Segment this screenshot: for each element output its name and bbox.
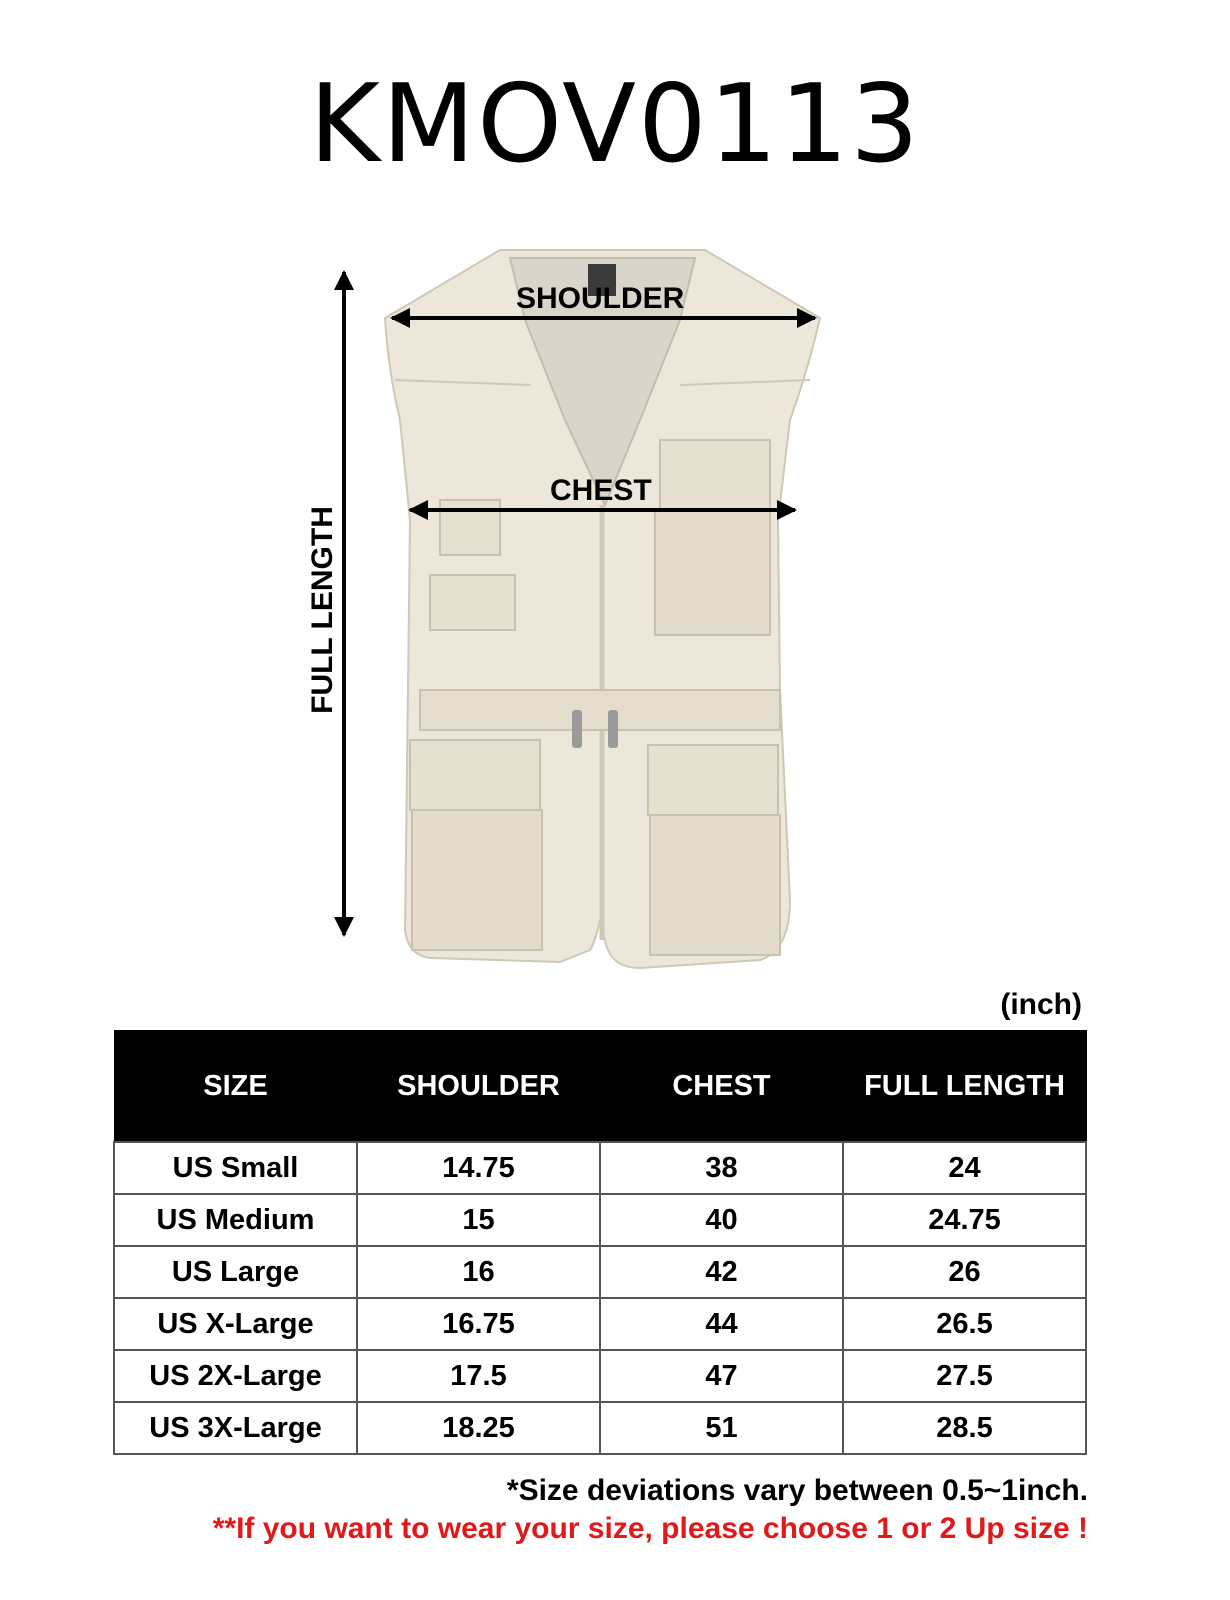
chest-cell: 38 [600, 1142, 843, 1194]
table-row [114, 1298, 1086, 1350]
full-length-cell: 26 [843, 1246, 1086, 1298]
full-length-cell: 28.5 [843, 1402, 1086, 1454]
shoulder-cell: 17.5 [357, 1350, 600, 1402]
column-header-size: SIZE [114, 1031, 357, 1143]
size-deviation-note: *Size deviations vary between 0.5~1inch. [506, 1474, 1088, 1507]
chest-cell: 42 [600, 1246, 843, 1298]
shoulder-cell: 14.75 [357, 1142, 600, 1194]
shoulder-label: SHOULDER [516, 282, 685, 315]
table-row [114, 1350, 1086, 1402]
full-length-label: FULL LENGTH [306, 506, 339, 714]
size-cell: US 3X-Large [114, 1402, 357, 1454]
shoulder-cell: 15 [357, 1194, 600, 1246]
full-length-cell: 24.75 [843, 1194, 1086, 1246]
size-cell: US Medium [114, 1194, 357, 1246]
full-length-cell: 26.5 [843, 1298, 1086, 1350]
chest-cell: 51 [600, 1402, 843, 1454]
size-cell: US 2X-Large [114, 1350, 357, 1402]
column-header-chest: CHEST [600, 1031, 843, 1143]
shoulder-cell: 16.75 [357, 1298, 600, 1350]
table-row [114, 1402, 1086, 1454]
column-header-full-length: FULL LENGTH [843, 1031, 1086, 1143]
chest-label: CHEST [550, 474, 652, 507]
size-chart-table [113, 1030, 1087, 1455]
size-cell: US Small [114, 1142, 357, 1194]
product-code-title: KMOV0113 [309, 62, 921, 187]
shoulder-cell: 18.25 [357, 1402, 600, 1454]
unit-label: (inch) [1000, 988, 1082, 1021]
chest-cell: 44 [600, 1298, 843, 1350]
size-cell: US X-Large [114, 1298, 357, 1350]
full-length-cell: 24 [843, 1142, 1086, 1194]
table-header-row [114, 1031, 1086, 1143]
full-length-cell: 27.5 [843, 1350, 1086, 1402]
chest-cell: 47 [600, 1350, 843, 1402]
table-row [114, 1246, 1086, 1298]
size-cell: US Large [114, 1246, 357, 1298]
table-row [114, 1194, 1086, 1246]
column-header-shoulder: SHOULDER [357, 1031, 600, 1143]
vest-shape [385, 250, 820, 968]
chest-cell: 40 [600, 1194, 843, 1246]
shoulder-cell: 16 [357, 1246, 600, 1298]
size-advice-note: **If you want to wear your size, please choose 1 or 2 Up size ! [212, 1512, 1088, 1545]
table-row [114, 1142, 1086, 1194]
